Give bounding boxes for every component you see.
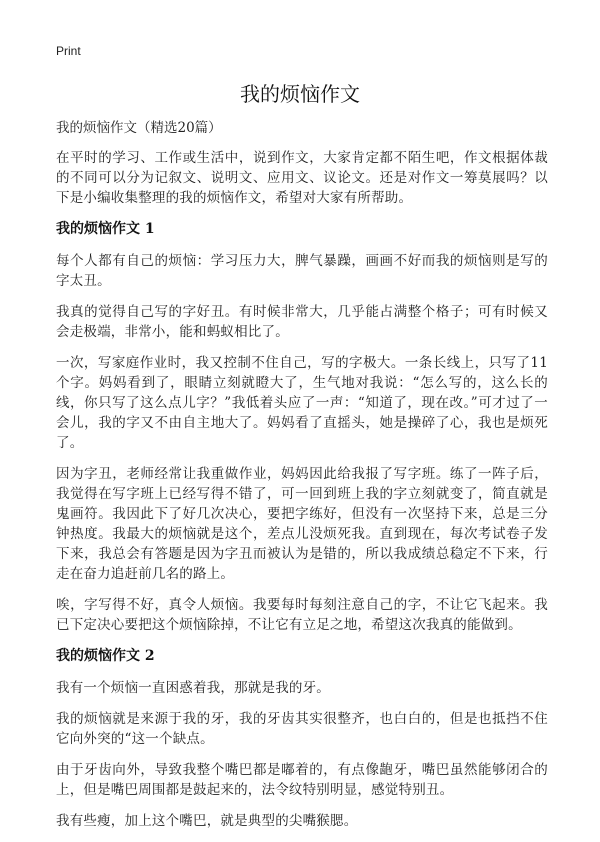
section-2-paragraph-4: 我有些瘦，加上这个嘴巴，就是典型的尖嘴猴腮。 — [56, 813, 358, 829]
section-1-paragraph-3: 一次，写家庭作业时，我又控制不住自己，写的字极大。一条长线上，只写了11个字。妈妈看到了，眼睛立刻就瞪大了，生气地对我说：“怎么写的，这么长的线，你只写了这么点儿字？”我低着头应了一声：“知道了，现在改。”可才过了一会儿，我的字又不由自主地大了。妈妈看了直摇头，她是操碎了心，我也是烦死了。 — [56, 355, 548, 451]
section-heading-1: 我的烦恼作文 1 — [56, 221, 155, 237]
intro-paragraph: 在平时的学习、工作或生活中，说到作文，大家肯定都不陌生吧，作文根据体裁的不同可以分为记叙文、说明文、应用文、议论文。还是对作文一筹莫展吗？以下是小编收集整理的我的烦恼作文，希望对大家有所帮助。 — [56, 150, 548, 206]
section-2-paragraph-3: 由于牙齿向外，导致我整个嘴巴都是嘟着的，有点像龅牙，嘴巴虽然能够闭合的上，但是嘴巴周围都是鼓起来的，法令纹特别明显，感觉特别丑。 — [56, 762, 548, 798]
article-subtitle: 我的烦恼作文（精选20篇） — [56, 120, 222, 136]
section-2-paragraph-1: 我有一个烦恼一直困惑着我，那就是我的牙。 — [56, 680, 330, 696]
section-1-paragraph-1: 每个人都有自己的烦恼：学习压力大，脾气暴躁，画画不好而我的烦恼则是写的字太丑。 — [56, 253, 548, 289]
print-link[interactable]: Print — [56, 44, 81, 58]
section-1-paragraph-2: 我真的觉得自己写的字好丑。有时候非常大，几乎能占满整个格子；可有时候又会走极端，非常小，能和蚂蚁相比了。 — [56, 304, 548, 340]
article-body — [56, 118, 548, 842]
section-1-paragraph-4: 因为字丑，老师经常让我重做作业，妈妈因此给我报了写字班。练了一阵子后，我觉得在写字班上已经写得不错了，可一回到班上我的字立刻就变了，简直就是鬼画符。我因此下了好几次决心，要把字练好，但没有一次坚持下来，总是三分钟热度。我最大的烦恼就是这个，差点儿没烦死我。直到现在，每次考试卷子发下来，我总会有答题是因为字丑而被认为是错的，所以我成绩总稳定不下来，行走在奋力追赶前几名的路上。 — [56, 466, 548, 582]
section-1-paragraph-5: 唉，字写得不好，真令人烦恼。我要每时每刻注意自己的字，不让它飞起来。我已下定决心要把这个烦恼除掉，不让它有立足之地，希望这次我真的能做到。 — [56, 597, 548, 633]
page-title: 我的烦恼作文 — [240, 82, 360, 106]
section-2-paragraph-2: 我的烦恼就是来源于我的牙，我的牙齿其实很整齐，也白白的，但是也抵挡不住它向外突的“这一个缺点。 — [56, 711, 548, 747]
section-heading-2: 我的烦恼作文 2 — [56, 648, 155, 664]
